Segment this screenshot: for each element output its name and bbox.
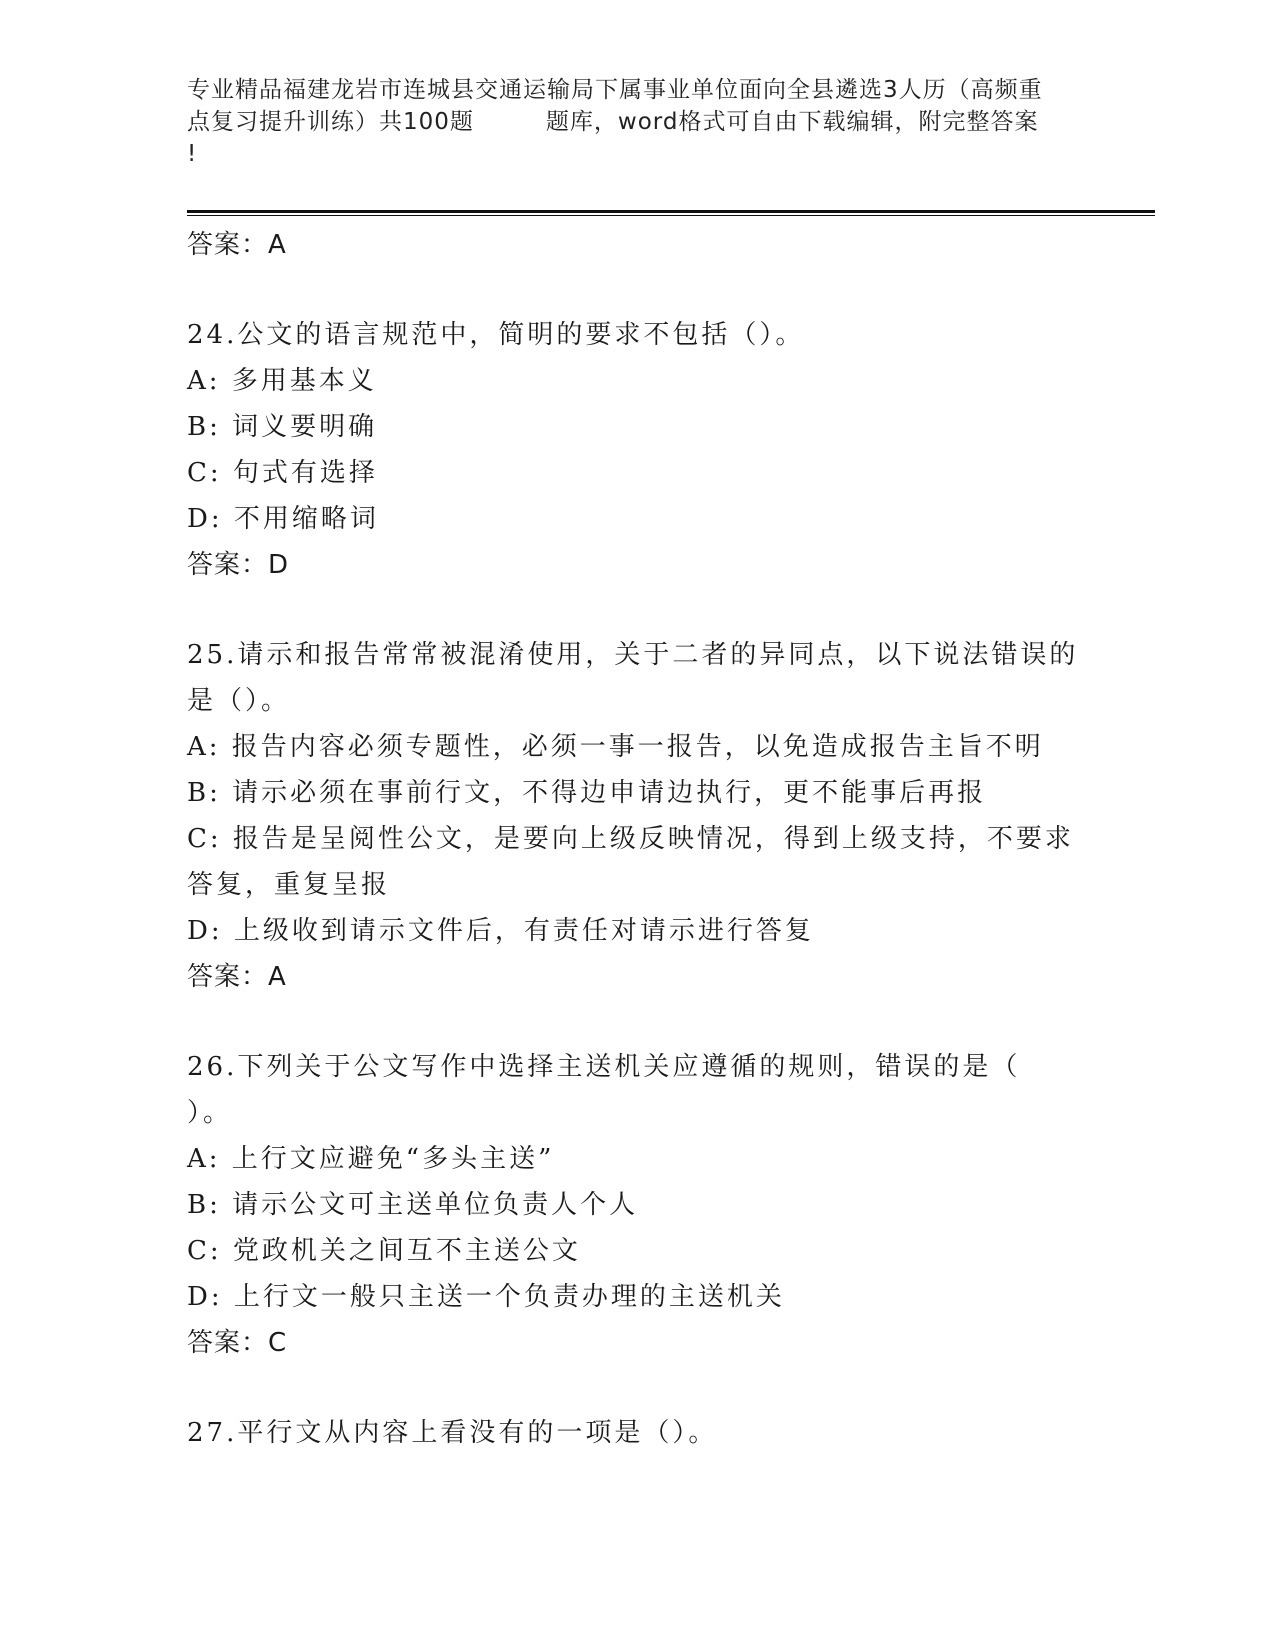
option-c: C: 句式有选择 — [187, 458, 378, 488]
question-content — [187, 222, 1087, 1456]
question-25 — [187, 632, 1087, 1000]
answer: 答案：C — [187, 1328, 288, 1358]
option-b: B: 请示公文可主送单位负责人个人 — [187, 1190, 639, 1220]
header-line-1: 专业精品福建龙岩市连城县交通运输局下属事业单位面向全县遴选3人历（高频重 — [187, 77, 1043, 103]
answer: 答案：A — [187, 962, 287, 992]
question-stem: 24.公文的语言规范中，简明的要求不包括（）。 — [187, 320, 805, 350]
option-c: C: 党政机关之间互不主送公文 — [187, 1236, 581, 1266]
option-a: A: 上行文应避免“多头主送” — [187, 1144, 555, 1174]
option-c-continued: 答复，重复呈报 — [187, 870, 391, 900]
option-d: D: 不用缩略词 — [187, 504, 379, 534]
header-line-2-part-2: 题库，word格式可自由下载编辑，附完整答案 — [545, 109, 1039, 135]
option-b: B: 请示必须在事前行文，不得边申请边执行，更不能事后再报 — [187, 778, 987, 808]
previous-answer: 答案：A — [187, 230, 287, 260]
option-a: A: 报告内容必须专题性，必须一事一报告，以免造成报告主旨不明 — [187, 732, 1044, 762]
question-24 — [187, 312, 1087, 588]
question-stem-continued: ）。 — [187, 1098, 233, 1128]
option-d: D: 上行文一般只主送一个负责办理的主送机关 — [187, 1282, 785, 1312]
question-stem: 27.平行文从内容上看没有的一项是（）。 — [187, 1418, 718, 1448]
option-c: C: 报告是呈阅性公文，是要向上级反映情况，得到上级支持，不要求 — [187, 824, 1074, 854]
question-stem-continued: 是（）。 — [187, 686, 291, 716]
option-d: D: 上级收到请示文件后，有责任对请示进行答复 — [187, 916, 814, 946]
header-divider-thick — [187, 210, 1155, 213]
header-line-2-part-1: 点复习提升训练）共100题 — [187, 109, 474, 135]
question-stem: 26.下列关于公文写作中选择主送机关应遵循的规则，错误的是（ — [187, 1052, 1021, 1082]
option-a: A: 多用基本义 — [187, 366, 377, 396]
option-b: B: 词义要明确 — [187, 412, 378, 442]
document-header — [187, 74, 1092, 170]
answer: 答案：D — [187, 550, 290, 580]
question-stem: 25.请示和报告常常被混淆使用，关于二者的异同点，以下说法错误的 — [187, 640, 1079, 670]
header-divider-thin — [187, 215, 1155, 216]
header-line-3: ! — [187, 141, 198, 167]
header-line-2 — [187, 106, 1092, 138]
question-27 — [187, 1410, 1087, 1456]
question-26 — [187, 1044, 1087, 1366]
